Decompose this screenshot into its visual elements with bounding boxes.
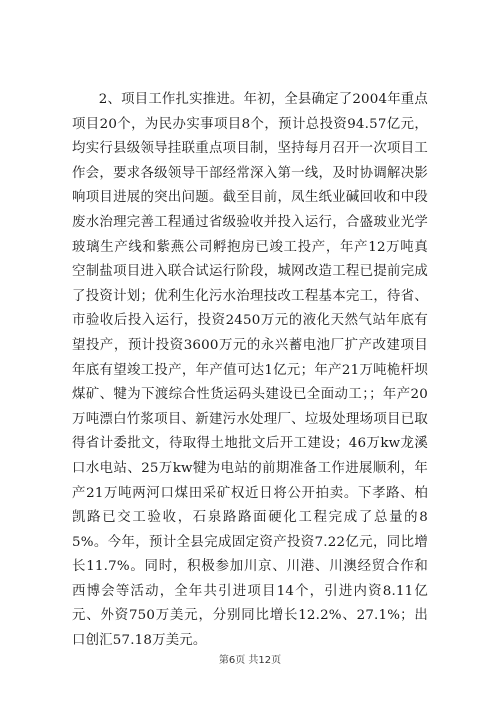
body-paragraph: 2、项目工作扎实推进。年初，全县确定了2004年重点项目20个，为民办实事项目8个，预计总投资94.57亿元，均实行县级领导挂联重点项目制，坚持每月召开一次项目工作会，要求各级领导干部经常深入第一线，及时协调解决影响项目进展的突出问题。截至目前，凤生纸业碱回收和中段废水治理完善工程通过省级验收并投入运行，合盛玻业光学玻璃生产线和紫燕公司孵抱房已竣工投产，年产12万吨真空制盐项目进入联合试运行阶段，城网改造工程已提前完成了投资计划；优利生化污水治理技改工程基本完工，待省、市验收后投入运行，投资2450万元的液化天然气站年底有望投产，预计投资3600万元的永兴蓄电池厂扩产改建项目年底有望竣工投产，年产值可达1亿元；年产21万吨桅杆坝煤矿、犍为下渡综合性货运码头建设已全面动工；；年产20万吨漂白竹浆项目、新建污水处理厂、垃圾处理场项目已取得省计委批文，待取得土地批文后开工建设；46万kw龙溪口水电站、25万kw犍为电站的前期准备工作进展顺利，年产21万吨两河口煤田采矿权近日将公开拍卖。下孝路、柏凯路已交工验收，石泉路路面硬化工程完成了总量的85%。今年，预计全县完成固定资产投资7.22亿元，同比增长11.7%。同时，积极参加川京、川港、川澳经贸合作和西博会等活动，全年共引进项目14个，引进内资8.11亿元、外资750万美元，分别同比增长12.2%、27.1%；出口创汇57.18万美元。: [72, 92, 428, 649]
page-footer: 第6页 共12页: [218, 655, 282, 666]
